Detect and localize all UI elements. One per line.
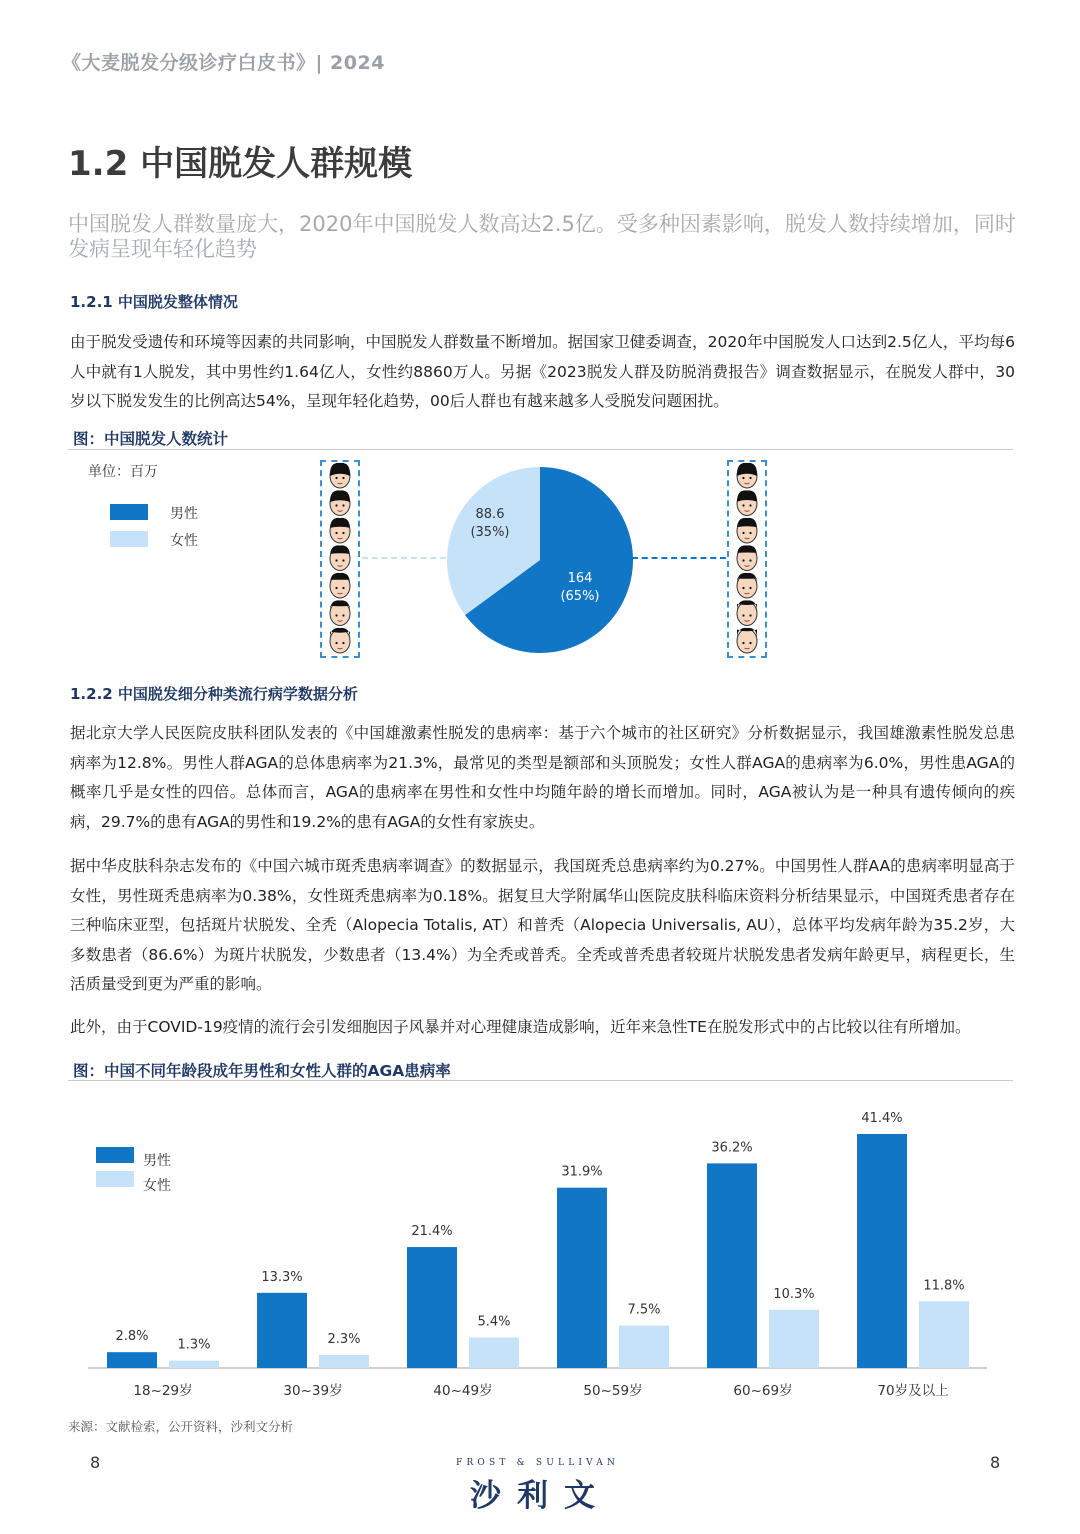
pie-label-value: 164 xyxy=(567,571,593,586)
bar-data-label: 31.9% xyxy=(561,1164,603,1180)
bar-data-label: 10.3% xyxy=(773,1286,815,1302)
female-face-icon xyxy=(330,518,350,543)
section-lead: 中国脱发人群数量庞大，2020年中国脱发人数高达2.5亿。受多种因素影响，脱发人数持续增加，同时发病呈现年轻化趋势 xyxy=(68,212,1016,261)
subsection-heading-2: 1.2.2 中国脱发细分种类流行病学数据分析 xyxy=(70,685,358,703)
female-faces-svg xyxy=(322,462,358,656)
male-faces-svg xyxy=(729,462,765,656)
paragraph-aga: 据北京大学人民医院皮肤科团队发表的《中国雄激素性脱发的患病率：基于六个城市的社区研究》分析数据显示，我国雄激素性脱发总患病率为12.8%。男性人群AGA的总体患病率为21.3%，最常见的类型是额部和头顶脱发；女性人群AGA的患病率为6.0%，男性患AGA的概率几乎是女性的四倍。总体而言，AGA的患病率在男性和女性中均随年龄的增长而增加。同时，AGA被认为是一种具有遗传倾向的疾病，29.7%的患有AGA的男性和19.2%的患有AGA的女性有家族史。 xyxy=(70,724,1015,831)
bar-male xyxy=(107,1352,157,1368)
female-face-icon xyxy=(330,600,350,625)
male-face-icon xyxy=(737,518,757,543)
x-tick-label: 40~49岁 xyxy=(433,1383,493,1399)
bar-legend-label-male: 男性 xyxy=(143,1153,171,1169)
female-face-icon xyxy=(330,628,350,653)
bar-male xyxy=(557,1188,607,1368)
male-face-icon xyxy=(737,600,757,625)
bar-chart xyxy=(0,1100,1080,1405)
x-tick-label: 30~39岁 xyxy=(283,1383,343,1399)
bar-data-label: 5.4% xyxy=(477,1314,511,1330)
bar-female xyxy=(469,1337,519,1368)
bar-female xyxy=(919,1301,969,1368)
x-tick-label: 60~69岁 xyxy=(733,1383,793,1399)
female-face-icon xyxy=(330,490,350,515)
figure1-title: 图：中国脱发人数统计 xyxy=(73,430,229,448)
paragraph-alopecia-areata: 据中华皮肤科杂志发布的《中国六城市斑秃患病率调查》的数据显示，我国斑秃总患病率约为0.27%。中国男性人群AA的患病率明显高于女性，男性斑秃患病率为0.38%，女性斑秃患病率为0.18%。据复旦大学附属华山医院皮肤科临床资料分析结果显示，中国斑秃患者存在三种临床亚型，包括斑片状脱发、全秃（Alopecia Totalis, AT）和普秃（Alopecia Universalis, AU），总体平均发病年龄为35.2岁，大多数患者（86.6%）为斑片状脱发，少数患者（13.4%）为全秃或普秃。全秃或普秃患者较斑片状脱发患者发病年龄更早，病程更长，生活质量受到更为严重的影响。 xyxy=(70,857,1015,993)
legend-swatch-female xyxy=(110,531,148,547)
x-tick-label: 18~29岁 xyxy=(133,1383,193,1399)
female-connector xyxy=(362,557,446,559)
bar-data-label: 11.8% xyxy=(923,1278,965,1294)
male-hair-loss-stages-icon xyxy=(727,460,767,658)
female-face-icon xyxy=(330,463,350,488)
bar-data-label: 7.5% xyxy=(627,1302,661,1318)
figure2-rule xyxy=(68,1080,1013,1081)
male-face-icon xyxy=(737,463,757,488)
female-face-icon xyxy=(330,573,350,598)
x-tick-label: 70岁及以上 xyxy=(877,1383,949,1399)
bar-male xyxy=(707,1163,757,1368)
male-connector xyxy=(632,557,726,559)
bar-male xyxy=(857,1134,907,1368)
page-number-left: 8 xyxy=(90,1453,101,1472)
bar-data-label: 2.8% xyxy=(115,1329,149,1345)
female-hair-loss-stages-icon xyxy=(320,460,360,658)
male-face-icon xyxy=(737,490,757,515)
brand-name-en: FROST & SULLIVAN xyxy=(456,1458,620,1468)
running-header: 《大麦脱发分级诊疗白皮书》| 2024 xyxy=(62,52,385,74)
bar-data-label: 13.3% xyxy=(261,1269,303,1285)
pie-chart xyxy=(440,460,640,660)
paragraph-overall: 由于脱发受遗传和环境等因素的共同影响，中国脱发人群数量不断增加。据国家卫健委调查，2020年中国脱发人口达到2.5亿人，平均每6人中就有1人脱发，其中男性约1.64亿人，女性约8860万人。另据《2023脱发人群及防脱消费报告》调查数据显示，在脱发人群中，30岁以下脱发发生的比例高达54%，呈现年轻化趋势，00后人群也有越来越多人受脱发问题困扰。 xyxy=(70,333,1015,410)
figure1-unit: 单位：百万 xyxy=(88,464,158,480)
female-face-icon xyxy=(330,545,350,570)
bar-female xyxy=(169,1361,219,1368)
brand-name-cn: 沙利文 xyxy=(470,1478,611,1514)
bar-legend-label-female: 女性 xyxy=(143,1178,171,1194)
section-title: 1.2 中国脱发人群规模 xyxy=(68,144,413,184)
bar-male xyxy=(407,1247,457,1368)
bar-data-label: 21.4% xyxy=(411,1224,453,1240)
source-note: 来源：文献检索，公开资料，沙利文分析 xyxy=(68,1419,294,1434)
page-number-right: 8 xyxy=(990,1453,1001,1472)
bar-male xyxy=(257,1293,307,1368)
bar-data-label: 36.2% xyxy=(711,1140,753,1156)
bar-data-label: 2.3% xyxy=(327,1332,361,1347)
paragraph-te: 此外，由于COVID-19疫情的流行会引发细胞因子风暴并对心理健康造成影响，近年来急性TE在脱发形式中的占比较以往有所增加。 xyxy=(70,1018,971,1036)
legend-swatch-male xyxy=(110,504,148,520)
pie-label-value: 88.6 xyxy=(475,507,505,522)
bar-female xyxy=(619,1326,669,1368)
legend-label-female: 女性 xyxy=(170,533,198,549)
bar-female xyxy=(769,1310,819,1368)
bar-data-label: 1.3% xyxy=(177,1337,211,1353)
legend-label-male: 男性 xyxy=(170,506,198,522)
bar-data-label: 41.4% xyxy=(861,1111,903,1126)
male-face-icon xyxy=(737,545,757,570)
figure1-rule xyxy=(68,449,1013,450)
x-tick-label: 50~59岁 xyxy=(583,1383,643,1399)
bar-female xyxy=(319,1355,369,1368)
pie-label-percent: (65%) xyxy=(560,589,600,604)
pie-label-percent: (35%) xyxy=(470,525,510,540)
male-face-icon xyxy=(737,573,757,598)
figure2-title: 图：中国不同年龄段成年男性和女性人群的AGA患病率 xyxy=(73,1062,451,1080)
subsection-heading-1: 1.2.1 中国脱发整体情况 xyxy=(70,293,238,311)
male-face-icon xyxy=(737,628,757,653)
